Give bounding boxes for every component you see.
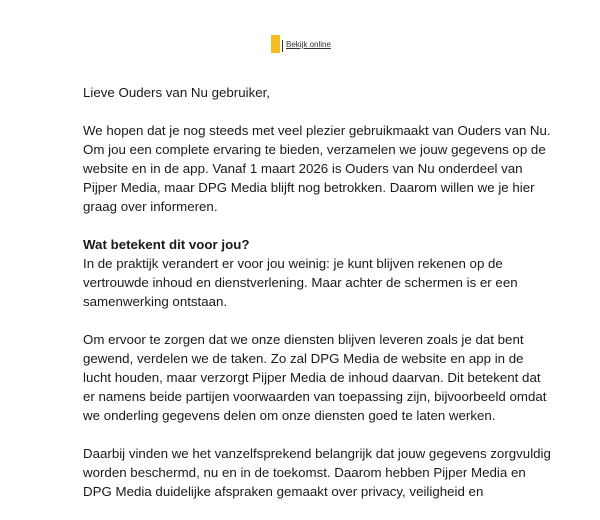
section-paragraph: In de praktijk verandert er voor jou weinig: je kunt blijven rekenen op de vertrouwde inhoud en dienstverlening. Maar achter de schermen is er een samenwerking ontstaan. [83, 256, 518, 309]
section-heading: Wat betekent dit voor jou? [83, 237, 250, 252]
view-online-link[interactable]: Bekijk online [286, 40, 331, 49]
section-paragraph: Om ervoor te zorgen dat we onze diensten blijven leveren zoals je dat bent gewend, verdelen we de taken. Zo zal DPG Media de website en app in de lucht houden, maar verzorgt Pijper Media de inhoud daarvan. Dit betekent dat er namens beide partijen voorwaarden van toepassing zijn, bijvoorbeeld omdat we onderling gegevens delen om onze diensten goed te laten werken. [83, 332, 547, 423]
email-header [0, 35, 600, 55]
greeting: Lieve Ouders van Nu gebruiker, [83, 85, 271, 100]
email-body [83, 83, 553, 520]
section-paragraph: Daarbij vinden we het vanzelfsprekend belangrijk dat jouw gegevens zorgvuldig worden beschermd, nu en in de toekomst. Daarom hebben Pijper Media en DPG Media duidelijke afspraken gemaakt over privacy, veiligheid en [83, 446, 551, 499]
intro-paragraph: We hopen dat je nog steeds met veel plezier gebruikmaakt van Ouders van Nu. Om jou een complete ervaring te bieden, verzamelen we jouw gegevens op de website en in de app. Vanaf 1 maart 2026 is Ouders van Nu onderdeel van Pijper Media, maar DPG Media blijft nog betrokken. Daarom willen we je hier graag over informeren. [83, 123, 551, 214]
logo-divider [282, 40, 283, 52]
brand-logo-icon [271, 35, 280, 53]
